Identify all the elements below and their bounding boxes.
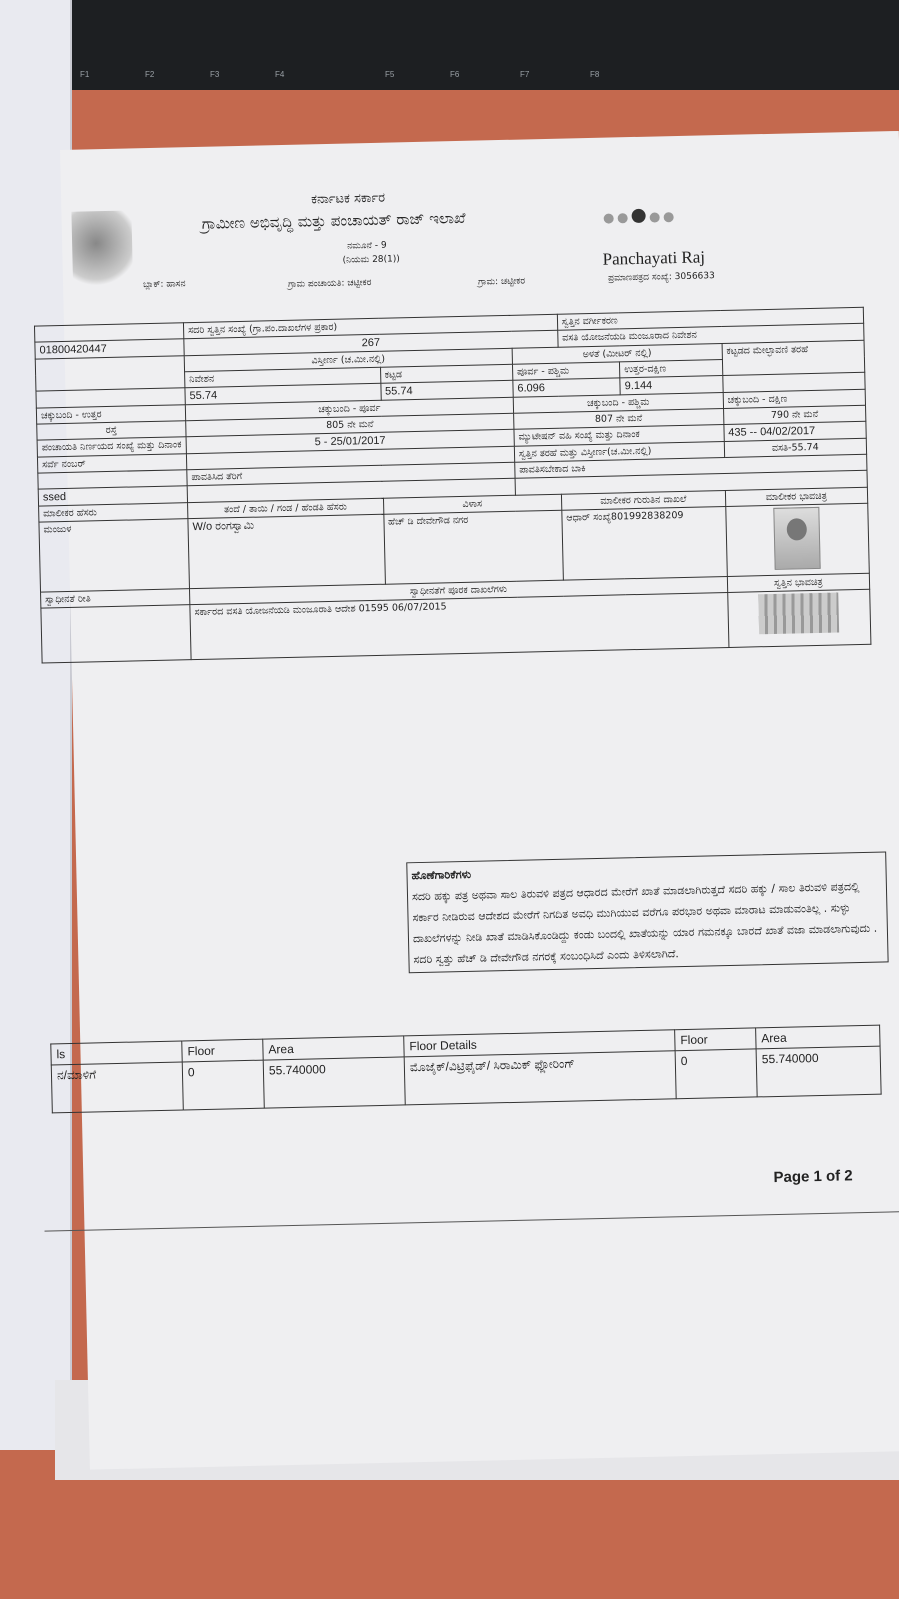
col-details: Floor Details <box>404 1030 675 1057</box>
row-floor: 0 <box>182 1060 264 1110</box>
type-area-label: ಸ್ವತ್ತಿನ ತರಹೆ ಮತ್ತು ವಿಸ್ತೀರ್ಣ(ಚ.ಮೀ.ನಲ್ಲಿ) <box>514 442 724 463</box>
relation-label: ತಂದೆ / ತಾಯಿ / ಗಂಡ / ಹೆಂಡತಿ ಹೆಸರು <box>188 498 384 518</box>
certificate-no: ಪ್ರಮಾಣಪತ್ರದ ಸಂಖ್ಯೆ: 3056633 <box>607 271 715 284</box>
property-photo <box>759 592 840 634</box>
fkey: F4 <box>275 70 285 79</box>
prop-photo-label: ಸ್ವತ್ತಿನ ಭಾವಚಿತ್ರ <box>727 573 870 592</box>
prop-class: ವಸತಿ ಯೋಜನೆಯಡಿ ಮಂಜೂರಾದ ನಿವೇಶನ <box>557 323 864 347</box>
row-area2: 55.740000 <box>756 1046 881 1097</box>
relation: W/o ರಂಗಸ್ವಾಮಿ <box>188 514 385 588</box>
owner-name: ಮಂಜುಳ <box>39 519 190 592</box>
boundary-west: 807 ನೇ ಮನೆ <box>513 409 723 430</box>
mutation: 435 -- 04/02/2017 <box>724 421 867 441</box>
row-floor2: 0 <box>675 1049 757 1099</box>
owner-id-label: ಮಾಲೀಕರ ಗುರುತಿನ ದಾಖಲೆ <box>561 490 725 510</box>
ns-label: ಉತ್ತರ-ದಕ್ಷಿಣ <box>620 360 723 378</box>
fkey: F8 <box>590 70 600 79</box>
type-area: ವಸತಿ-55.74 <box>724 438 867 457</box>
keyboard <box>50 0 899 90</box>
site-area: 55.74 <box>185 383 381 404</box>
fkey: F6 <box>450 70 460 79</box>
header-line1: ಕರ್ನಾಟಕ ಸರ್ಕಾರ <box>311 190 386 208</box>
document-sheet <box>39 131 899 1470</box>
row-details: ಮೊಜೈಕ್/ವಿಟ್ರಿಫೈಡ್/ ಸಿರಾಮಿಕ್ ಫ್ಲೋರಿಂಗ್ <box>404 1051 676 1105</box>
mutation-label: ಮ್ಯುಟೇಷನ್ ವಹಿ ಸಂಖ್ಯೆ ಮತ್ತು ದಿನಾಂಕ <box>514 425 724 447</box>
owner-photo-label: ಮಾಲೀಕರ ಭಾವಚಿತ್ರ <box>725 487 868 506</box>
address-label: ವಿಳಾಸ <box>383 494 562 514</box>
fkey: F5 <box>385 70 395 79</box>
owner-photo-cell <box>726 503 870 576</box>
roof-label: ಕಟ್ಟಡದ ಮೇಲ್ಛಾವಣಿ ತರಹೆ <box>722 340 865 375</box>
fkey: F7 <box>520 70 530 79</box>
row-area: 55.740000 <box>263 1057 405 1108</box>
survey-label: ಸರ್ವೆ ನಂಬರ್ <box>37 454 186 473</box>
fkey: F3 <box>210 70 220 79</box>
ns-value: 9.144 <box>620 376 723 395</box>
row-type: ನ/ಮಾಳಿಗೆ <box>51 1062 183 1113</box>
col-area: Area <box>263 1036 404 1060</box>
liabilities-box <box>406 851 888 973</box>
owner-name-label: ಮಾಲೀಕರ ಹೆಸರು <box>39 503 188 522</box>
col-area2: Area <box>756 1025 880 1049</box>
id-no: 01800420447 <box>35 339 184 359</box>
liabilities-title: ಹೊಣೆಗಾರಿಕೆಗಳು <box>411 867 472 883</box>
gram-panchayat: ಗ್ರಾಮ ಪಂಚಾಯತಿ: ಚಟ್ಟೀಕರ <box>288 277 372 290</box>
prop-class-label: ಸ್ವತ್ತಿನ ವರ್ಗೀಕರಣ <box>557 307 864 330</box>
col-floor: Floor <box>182 1039 263 1062</box>
col-floor2: Floor <box>675 1028 756 1051</box>
bldg-area: 55.74 <box>380 380 513 400</box>
property-table <box>34 307 871 664</box>
site-label: ನಿವೇಶನ <box>185 367 381 387</box>
boundary-north-label: ಚಕ್ಕುಬಂದಿ - ಉತ್ತರ <box>36 405 185 424</box>
col-ls: ls <box>51 1041 182 1065</box>
logo-text: Panchayati Raj <box>602 247 706 269</box>
owner-id: ಆಧಾರ್ ಸಂಖ್ಯೆ801992838209 <box>562 506 728 580</box>
balance-label: ಪಾವತಿಸಬೇಕಾದ ಬಾಕಿ <box>515 454 867 478</box>
resolution-label: ಪಂಚಾಯತಿ ನಿರ್ಣಯದ ಸಂಖ್ಯೆ ಮತ್ತು ದಿನಾಂಕ <box>37 437 186 457</box>
address: ಹೆಚ್ ಡಿ ದೇವೇಗೌಡ ನಗರ <box>383 510 563 584</box>
ssed: ssed <box>38 486 187 506</box>
prop-no: 267 <box>184 330 558 355</box>
rule-no: (ನಿಯಮ 28(1)) <box>342 254 400 266</box>
bldg-label: ಕಟ್ಟಡ <box>380 364 513 383</box>
paid-tax-label: ಪಾವತಿಸಿದ ತೆರಿಗೆ <box>187 462 515 485</box>
prop-no-label: ಸದರಿ ಸ್ವತ್ತಿನ ಸಂಖ್ಯೆ (ಗ್ರಾ.ಪಂ.ದಾಖಲೆಗಳ ಪ್ರಕಾರ) <box>183 314 557 338</box>
fkey: F1 <box>80 70 90 79</box>
cell <box>41 605 191 663</box>
cell <box>35 356 185 391</box>
emblem-icon <box>71 210 133 291</box>
form-no: ನಮೂನೆ - 9 <box>347 240 387 252</box>
block: ಬ್ಲಾಕ್: ಹಾಸನ <box>142 279 186 291</box>
panchayati-raj-logo-icon <box>601 205 732 248</box>
owner-photo <box>774 507 821 570</box>
liabilities-text: ಸದರಿ ಹಕ್ಕು ಪತ್ರ ಅಥವಾ ಸಾಲ ತಿರುವಳಿ ಪತ್ರದ ಆಧಾರದ ಮೇರೆಗೆ ಖಾತೆ ಮಾಡಲಾಗಿರುತ್ತದೆ ಸದರಿ ಹಕ್ಕು / ಸಾಲ ತಿರುವಳಿ ಪತ್ರದಲ್ಲಿ ಸರ್ಕಾರ ನೀಡಿರುವ ಆದೇಶದ ಮೇರೆಗೆ ನಿಗದಿತ ಅವಧಿ ಮುಗಿಯುವ ವರೆಗೂ ಪರಭಾರ ಅಥವಾ ಮಾರಾಟ ಮಾಡುವಂತಿಲ್ಲ . ಸುಳ್ಳು ದಾಖಲೆಗಳನ್ನು ನೀಡಿ ಖಾತೆ ಮಾಡಿಸಿಕೊಂಡಿದ್ದು ಕಂಡು ಬಂದಲ್ಲಿ ಖಾತೆಯನ್ನು ಯಾರ ಗಮನಕ್ಕೂ ಬಾರದೆ ಖಾತೆ ವಜಾ ಮಾಡಲಾಗುವುದು . ಸದರಿ ಸ್ವತ್ತು ಹೆಚ್ ಡಿ ದೇವೇಗೌಡ ನಗರಕ್ಕೆ ಸಂಬಂಧಿಸಿದೆ ಎಂದು ತಿಳಿಸಲಾಗಿದೆ. <box>411 880 878 967</box>
boundary-south-label: ಚಕ್ಕುಬಂದಿ - ದಕ್ಷಿಣ <box>723 389 866 408</box>
village: ಗ್ರಾಮ: ಚಟ್ಟೀಕರ <box>478 276 526 288</box>
floor-table <box>50 1025 881 1114</box>
area-label: ವಿಸ್ತೀರ್ಣ (ಚ.ಮೀ.ನಲ್ಲಿ) <box>184 348 512 371</box>
acq-docs: ಸರ್ಕಾರದ ವಸತಿ ಯೋಜನೆಯಡಿ ಮಂಜೂರಾತಿ ಆದೇಶ 01595 06/07/2015 <box>190 592 729 659</box>
page-number: Page 1 of 2 <box>773 1167 853 1187</box>
header-line2: ಗ್ರಾಮೀಣ ಅಭಿವೃದ್ಧಿ ಮತ್ತು ಪಂಚಾಯತ್ ರಾಜ್ ಇಲಾಖೆ <box>201 208 466 233</box>
boundary-north: ರಸ್ತೆ <box>37 421 186 440</box>
boundary-west-label: ಚಕ್ಕುಬಂದಿ - ಪಶ್ಚಿಮ <box>513 393 723 414</box>
acq-label: ಸ್ವಾಧೀನತೆ ರೀತಿ <box>41 589 190 608</box>
boundary-east: 805 ನೇ ಮನೆ <box>186 413 514 436</box>
ew-value: 6.096 <box>513 378 621 397</box>
resolution: 5 - 25/01/2017 <box>186 429 514 453</box>
prop-photo-cell <box>727 589 870 647</box>
divider <box>45 1211 899 1232</box>
boundary-south: 790 ನೇ ಮನೆ <box>723 405 866 424</box>
fkey: F2 <box>145 70 155 79</box>
dims-label: ಅಳತೆ (ಮೀಟರ್ ನಲ್ಲಿ) <box>512 344 722 365</box>
acq-docs-label: ಸ್ವಾಧೀನತೆಗೆ ಪೂರಕ ದಾಖಲೆಗಳು <box>189 576 727 604</box>
ew-label: ಪೂರ್ವ - ಪಶ್ಚಿಮ <box>512 362 620 380</box>
boundary-east-label: ಚಕ್ಕುಬಂದಿ - ಪೂರ್ವ <box>185 397 513 420</box>
